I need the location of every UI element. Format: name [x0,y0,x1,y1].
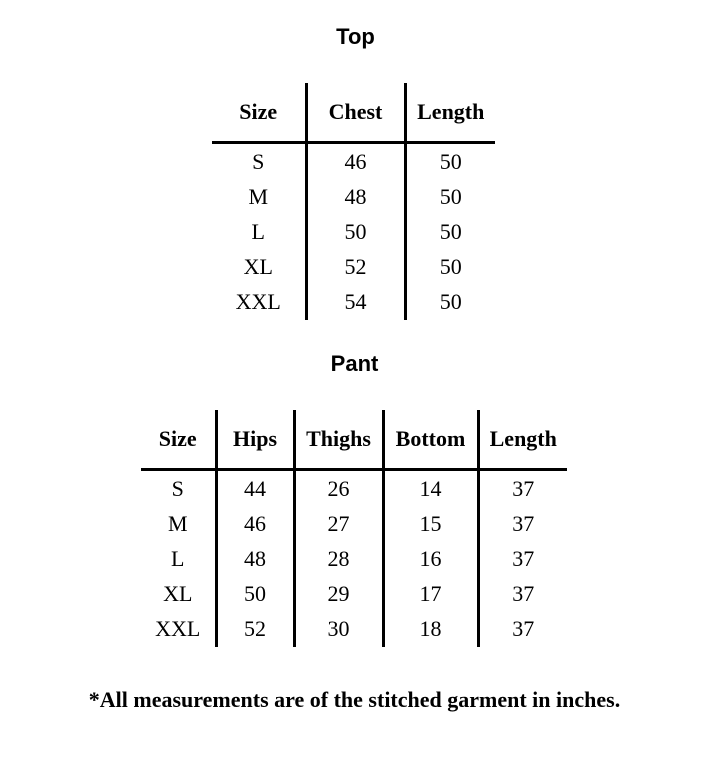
table-row [212,249,495,284]
cell-size: XL [163,580,193,606]
pant-size-table [141,410,567,647]
cell-size: S [252,148,265,174]
cell-hips: 50 [216,576,294,611]
cell-bottom: 14 [383,470,478,507]
cell-length: 50 [405,249,495,284]
cell-length: 37 [478,576,567,611]
header-size: Size [141,410,216,470]
table-row [212,284,495,320]
table-row [212,143,495,180]
table-row [141,576,567,611]
cell-chest: 50 [306,214,405,249]
cell-hips: 46 [216,506,294,541]
table-row [141,611,567,647]
cell-bottom: 17 [383,576,478,611]
cell-hips: 44 [216,470,294,507]
cell-chest: 54 [306,284,405,320]
cell-size: S [171,475,184,501]
table-header-row [141,410,567,470]
table-row [141,541,567,576]
cell-size: L [171,545,185,571]
pant-table-title: Pant [330,351,379,376]
cell-size: L [251,218,265,244]
cell-bottom: 15 [383,506,478,541]
cell-length: 37 [478,541,567,576]
cell-size: M [248,183,269,209]
table-row [212,214,495,249]
cell-chest: 52 [306,249,405,284]
header-hips: Hips [216,410,294,470]
table-header-row [212,83,495,143]
cell-size: XL [243,253,273,279]
header-bottom: Bottom [383,410,478,470]
header-length: Length [405,83,495,143]
cell-thighs: 28 [294,541,383,576]
cell-hips: 52 [216,611,294,647]
cell-chest: 46 [306,143,405,180]
cell-thighs: 30 [294,611,383,647]
table-row [141,470,567,507]
cell-thighs: 29 [294,576,383,611]
cell-chest: 48 [306,179,405,214]
cell-bottom: 18 [383,611,478,647]
cell-size: XXL [235,289,281,314]
header-thighs: Thighs [294,410,383,470]
top-size-table [212,83,495,320]
table-row [141,506,567,541]
cell-hips: 48 [216,541,294,576]
top-table-title: Top [336,24,375,49]
cell-length: 50 [405,284,495,320]
header-length: Length [478,410,567,470]
header-chest: Chest [306,83,405,143]
header-size: Size [212,83,306,143]
cell-size: XXL [155,616,201,641]
cell-length: 50 [405,214,495,249]
cell-thighs: 26 [294,470,383,507]
cell-thighs: 27 [294,506,383,541]
table-row [212,179,495,214]
measurement-footnote: *All measurements are of the stitched garment in inches. [88,687,621,712]
cell-length: 50 [405,143,495,180]
cell-length: 37 [478,611,567,647]
cell-size: M [167,510,188,536]
cell-length: 50 [405,179,495,214]
cell-bottom: 16 [383,541,478,576]
cell-length: 37 [478,506,567,541]
cell-length: 37 [478,470,567,507]
